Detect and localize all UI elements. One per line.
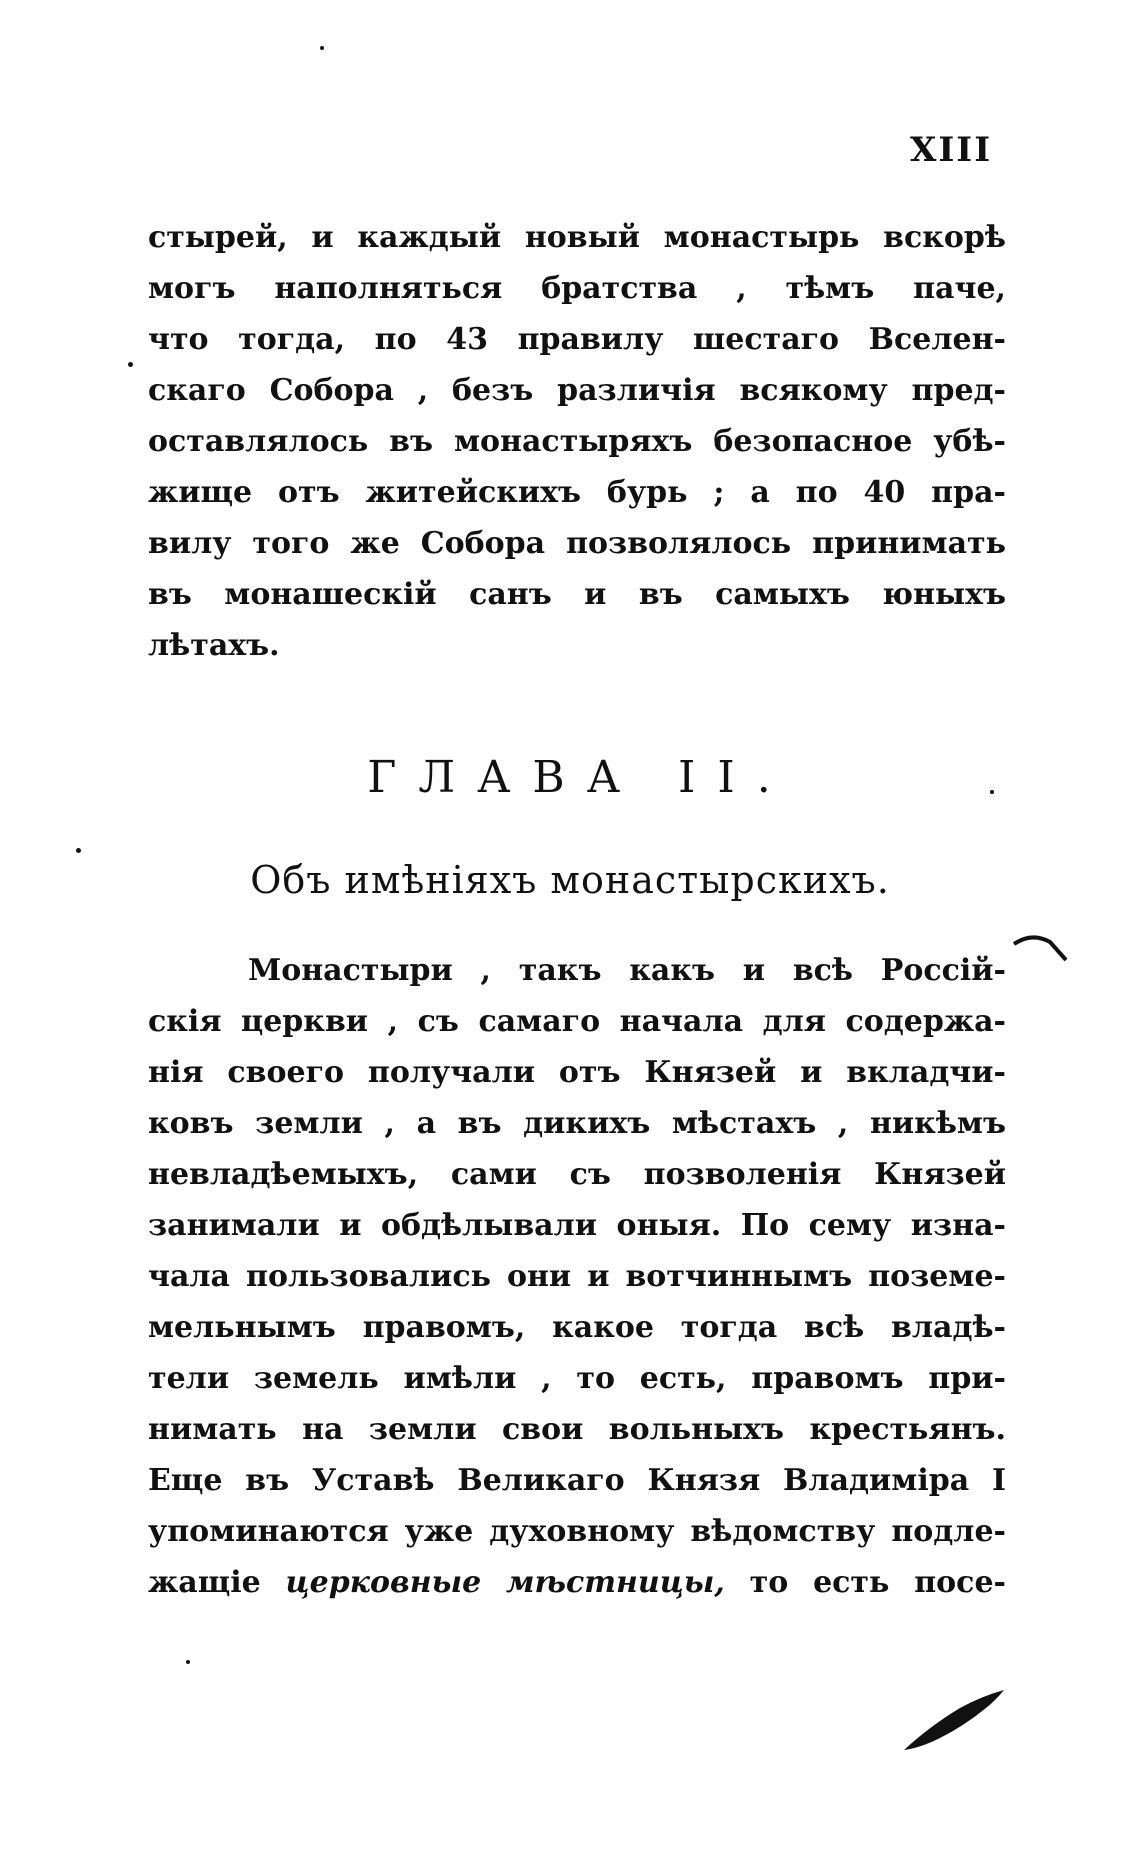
text-line: упоминаются уже духовному вѣдомству подле- <box>148 1514 1006 1549</box>
chapter-title: ГЛАВА II. <box>367 752 793 803</box>
ink-blot <box>900 1686 1010 1756</box>
scan-speck <box>320 46 324 50</box>
page-curl-mark <box>1010 930 1070 966</box>
paragraph-body <box>148 945 1006 1608</box>
text-line: лѣтахъ. <box>148 628 280 663</box>
text-line-last <box>148 1557 1006 1608</box>
text-line: могъ наполняться братства , тѣмъ паче, <box>148 271 1006 306</box>
text-line: вилу того же Собора позволялось принимать <box>148 526 1006 561</box>
text-run: жащіе <box>148 1565 261 1600</box>
text-line: жище отъ житейскихъ бурь ; а по 40 пра- <box>148 475 1006 510</box>
scan-speck <box>128 362 133 367</box>
scan-speck <box>76 848 81 853</box>
text-line: оставлялось въ монастыряхъ безопасное убѣ- <box>148 424 1006 459</box>
text-line: Монастыри , такъ какъ и всѣ Россій- <box>248 953 1006 988</box>
italic-text-run: церковные мѣстницы, <box>285 1565 725 1600</box>
text-line: въ монашескій санъ и въ самыхъ юныхъ <box>148 577 1006 612</box>
text-line: невладѣемыхъ, сами съ позволенія Князей <box>148 1157 1006 1192</box>
text-line: занимали и обдѣлывали оныя. По сему изна- <box>148 1208 1006 1243</box>
text-line: стырей, и каждый новый монастырь вскорѣ <box>148 220 1006 255</box>
chapter-subtitle: Объ имѣніяхъ монастырскихъ. <box>250 858 890 902</box>
text-line: что тогда, по 43 правилу шестаго Вселен- <box>148 322 1006 357</box>
text-run: то есть посе- <box>749 1565 1006 1600</box>
text-line: тели земель имѣли , то есть, правомъ при- <box>148 1361 1006 1396</box>
text-line: чала пользовались они и вотчиннымъ поземе- <box>148 1259 1006 1294</box>
text-line: ковъ земли , а въ дикихъ мѣстахъ , никѣмъ <box>148 1106 1006 1141</box>
page-number: XIII <box>910 130 993 170</box>
scan-speck <box>186 1660 190 1664</box>
scan-speck <box>990 790 994 794</box>
text-line: нія своего получали отъ Князей и вкладчи- <box>148 1055 1006 1090</box>
text-line: мельнымъ правомъ, какое тогда всѣ владѣ- <box>148 1310 1006 1345</box>
text-line: нимать на земли свои вольныхъ крестьянъ. <box>148 1412 1006 1447</box>
paragraph-top <box>148 212 1006 671</box>
text-line: Еще въ Уставѣ Великаго Князя Владиміра I <box>148 1463 1006 1498</box>
text-line: скаго Собора , безъ различія всякому пред- <box>148 373 1006 408</box>
text-line: скія церкви , съ самаго начала для содержа- <box>148 1004 1006 1039</box>
